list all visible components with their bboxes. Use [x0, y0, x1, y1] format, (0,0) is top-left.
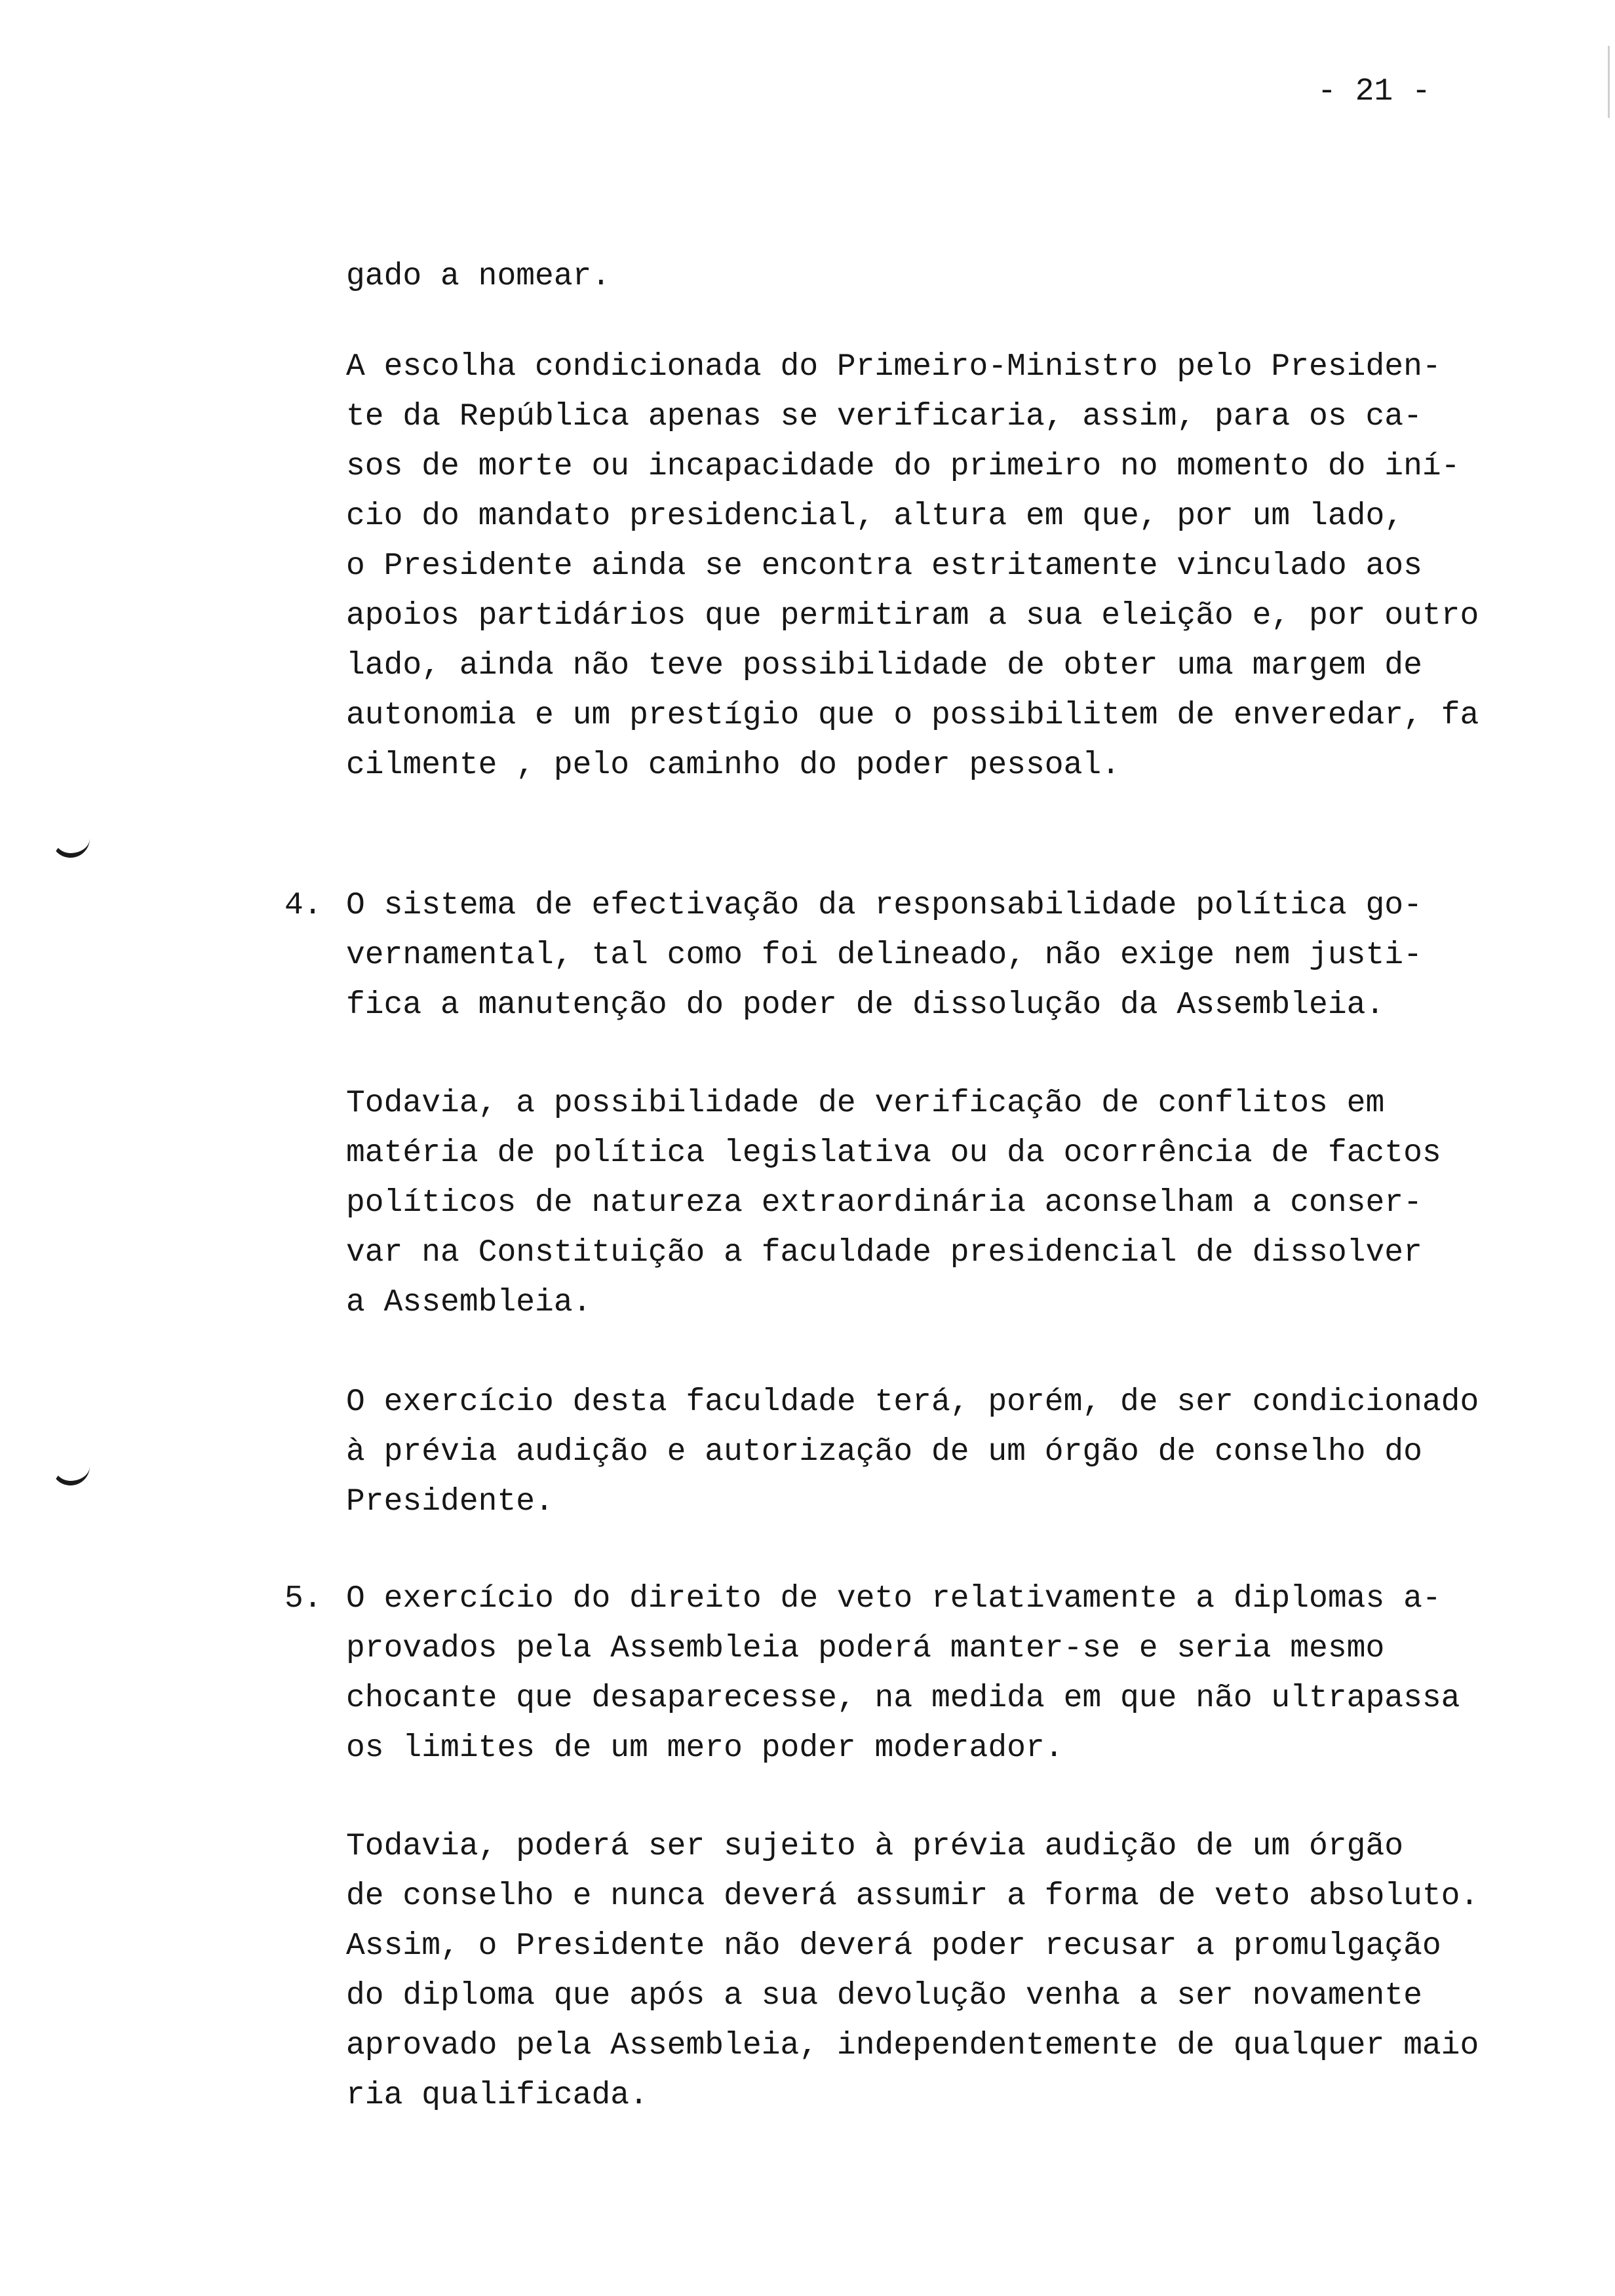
numbered-paragraph-4 — [284, 881, 1565, 1030]
text-line: Presidente. — [346, 1484, 554, 1520]
text-line: a Assembleia. — [346, 1285, 592, 1320]
paragraph-veto — [346, 1822, 1565, 2120]
paragraph-number: 4. — [284, 888, 322, 923]
text-line: Todavia, poderá ser sujeito à prévia audição de um órgão — [346, 1829, 1404, 1864]
text-line: apoios partidários que permitiram a sua eleição e, por outro — [346, 598, 1479, 634]
paragraph-faculty-condition — [346, 1377, 1565, 1527]
text-line: fica a manutenção do poder de dissolução da Assembleia. — [346, 987, 1385, 1023]
text-line: cilmente , pelo caminho do poder pessoal. — [346, 748, 1120, 783]
text-line: var na Constituição a faculdade presidencial de dissolver — [346, 1235, 1422, 1271]
text-line: matéria de política legislativa ou da ocorrência de factos — [346, 1136, 1441, 1171]
paragraph-dissolution — [346, 1079, 1565, 1328]
text-line: aprovado pela Assembleia, independentemente de qualquer maio — [346, 2028, 1479, 2063]
text-line: autonomia e um prestígio que o possibilitem de enveredar, fa — [346, 698, 1479, 733]
text-line: lado, ainda não teve possibilidade de obter uma margem de — [346, 648, 1422, 683]
page-number: - 21 - — [1317, 74, 1431, 109]
scan-edge-mark — [1608, 46, 1610, 118]
text-line: de conselho e nunca deverá assumir a forma de veto absoluto. — [346, 1879, 1479, 1914]
text-line: te da República apenas se verificaria, assim, para os ca- — [346, 399, 1422, 434]
text-line: o Presidente ainda se encontra estritamente vinculado aos — [346, 548, 1422, 584]
text-line: chocante que desaparecesse, na medida em que não ultrapassa — [346, 1681, 1460, 1716]
paragraph-continuation — [346, 252, 1565, 301]
text-line: O sistema de efectivação da responsabilidade política go- — [346, 888, 1422, 923]
text-line: à prévia audição e autorização de um órgão de conselho do — [346, 1434, 1422, 1470]
text-line: A escolha condicionada do Primeiro-Ministro pelo Presiden- — [346, 349, 1441, 385]
text-line: ria qualificada. — [346, 2078, 648, 2113]
text-line: do diploma que após a sua devolução venha a ser novamente — [346, 1978, 1422, 2014]
text-line: Todavia, a possibilidade de verificação de conflitos em — [346, 1086, 1385, 1121]
margin-check-mark-2 — [51, 1461, 90, 1485]
text-line: gado a nomear. — [346, 259, 611, 294]
text-line: vernamental, tal como foi delineado, não exige nem justi- — [346, 938, 1422, 973]
margin-check-mark-1 — [51, 833, 90, 858]
numbered-paragraph-5 — [284, 1574, 1565, 1773]
text-line: os limites de um mero poder moderador. — [346, 1731, 1064, 1766]
text-line: O exercício desta faculdade terá, porém, de ser condicionado — [346, 1385, 1479, 1420]
text-line: Assim, o Presidente não deverá poder recusar a promulgação — [346, 1928, 1441, 1964]
text-line: políticos de natureza extraordinária aconselham a conser- — [346, 1185, 1422, 1221]
text-line: sos de morte ou incapacidade do primeiro no momento do iní- — [346, 449, 1460, 484]
text-line: O exercício do direito de veto relativamente a diplomas a- — [346, 1581, 1441, 1617]
paragraph-prime-minister-choice — [346, 342, 1565, 790]
text-line: provados pela Assembleia poderá manter-se e seria mesmo — [346, 1631, 1385, 1666]
text-line: cio do mandato presidencial, altura em que, por um lado, — [346, 499, 1404, 534]
paragraph-number: 5. — [284, 1581, 322, 1617]
